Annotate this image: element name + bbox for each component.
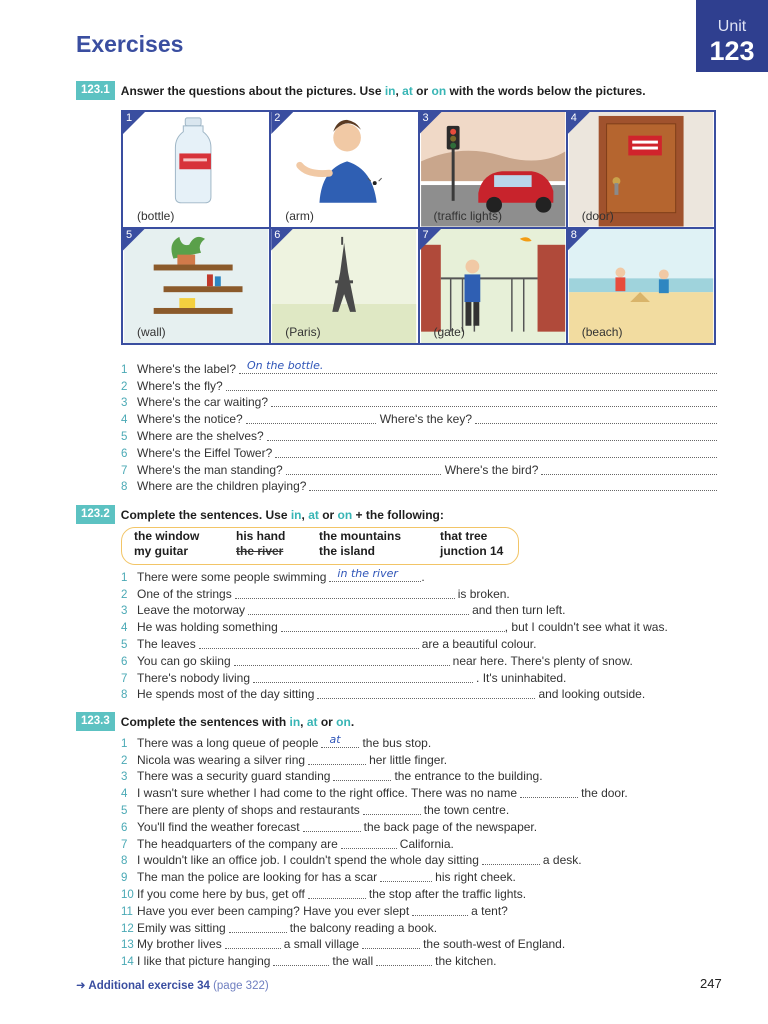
exercise-1-header: [76, 81, 646, 100]
question-row: 4 Where's the notice? Where's the key?: [121, 409, 717, 426]
picture-caption: (beach): [581, 325, 623, 339]
handwritten-answer: at: [329, 732, 341, 746]
picture-caption: (traffic lights): [433, 208, 502, 223]
sentence-row: 11 Have you ever been camping? Have you ever slept a tent?: [121, 903, 508, 918]
unit-number: 123: [709, 36, 755, 66]
exercise-2-questions: [121, 567, 691, 701]
picture-caption: (door): [581, 208, 614, 223]
answer-field[interactable]: [412, 904, 468, 916]
answer-field[interactable]: [321, 732, 359, 748]
answer-field[interactable]: [308, 753, 366, 765]
sentence-row: 10 If you come here by bus, get off the stop after the traffic lights.: [121, 886, 527, 901]
answer-field[interactable]: [273, 954, 329, 966]
word-option: my guitar: [134, 544, 189, 558]
word-option: the mountains: [319, 529, 402, 543]
answer-field[interactable]: [317, 687, 535, 699]
picture-beach: 8 (beach): [568, 229, 714, 344]
additional-exercise-link[interactable]: [76, 978, 269, 992]
picture-caption: (arm): [285, 208, 314, 223]
answer-field[interactable]: [253, 671, 473, 683]
picture-bottle: 1 (bottle): [123, 112, 269, 227]
answer-field[interactable]: [199, 637, 419, 649]
answer-field[interactable]: [341, 837, 397, 849]
answer-field[interactable]: [303, 820, 361, 832]
sentence-row: 5 There are plenty of shops and restaurants the town centre.: [121, 802, 510, 817]
sentence-row: 8 I wouldn't like an office job. I couldn't spend the whole day sitting a desk.: [121, 853, 582, 868]
page-title: Exercises: [76, 31, 184, 57]
sentence-row: 9 The man the police are looking for has a scar his right cheek.: [121, 870, 516, 885]
word-option: the island: [319, 544, 376, 558]
answer-field[interactable]: [520, 786, 578, 798]
picture-traffic-lights: 3 (traffic lights): [420, 112, 566, 227]
page-number: 247: [700, 976, 722, 991]
answer-field[interactable]: [281, 620, 505, 632]
exercise-3-number: 123.3: [76, 712, 115, 731]
answer-field[interactable]: [286, 463, 441, 475]
additional-exercise-text: Additional exercise 34: [88, 980, 210, 992]
answer-field[interactable]: [475, 412, 717, 424]
picture-caption: (Paris): [285, 325, 321, 339]
sentence-row: 5 The leaves are a beautiful colour.: [121, 636, 537, 651]
exercise-3-questions: [121, 733, 711, 968]
answer-field[interactable]: [248, 603, 469, 615]
word-option: that tree: [440, 529, 488, 543]
word-box: [121, 527, 519, 565]
answer-field[interactable]: [376, 954, 432, 966]
unit-label: Unit: [717, 18, 747, 35]
sentence-row: 3 There was a security guard standing the entrance to the building.: [121, 769, 543, 784]
answer-field[interactable]: [275, 446, 717, 458]
answer-field[interactable]: [229, 921, 287, 933]
answer-field[interactable]: [482, 853, 540, 865]
picture-grid: [121, 110, 716, 345]
answer-field[interactable]: [309, 479, 717, 491]
unit-tab: [696, 0, 768, 72]
answer-field[interactable]: [267, 429, 717, 441]
exercise-3-instruction: Complete the sentences with in, at or on.: [120, 714, 355, 729]
sentence-row: 2 Nicola was wearing a silver ring her little finger.: [121, 752, 448, 767]
sentence-row: 2 One of the strings is broken.: [121, 586, 510, 601]
sentence-row: 6 You'll find the weather forecast the back page of the newspaper.: [121, 819, 538, 834]
exercise-1-instruction: Answer the questions about the pictures. Use in, at or on with the words below the pictures.: [120, 83, 646, 98]
sentence-row: 4 I wasn't sure whether I had come to the right office. There was no name the door.: [121, 786, 628, 801]
answer-field[interactable]: [308, 887, 366, 899]
answer-field[interactable]: [363, 803, 421, 815]
sentence-row: 14 I like that picture hanging the wall the kitchen.: [121, 954, 497, 969]
answer-field[interactable]: [362, 937, 420, 949]
answer-field[interactable]: [225, 937, 281, 949]
picture-arm: 2 (arm): [271, 112, 417, 227]
handwritten-answer: in the river: [337, 566, 398, 580]
answer-field[interactable]: [246, 412, 376, 424]
sentence-row: 4 He was holding something , but I couldn't see what it was.: [121, 620, 668, 635]
exercise-2-header: [76, 505, 444, 524]
question-row: 3 Where's the car waiting?: [121, 393, 717, 410]
picture-caption: (wall): [137, 325, 166, 339]
answer-field[interactable]: [226, 379, 717, 391]
sentence-row: 7 There's nobody living . It's uninhabited.: [121, 670, 567, 685]
picture-gate: 7 (gate): [420, 229, 566, 344]
answer-field[interactable]: [333, 769, 391, 781]
question-row: 1 Where's the label? On the bottle.: [121, 359, 717, 376]
sentence-row: 6 You can go skiing near here. There's plenty of snow.: [121, 653, 633, 668]
answer-field[interactable]: [541, 463, 717, 475]
handwritten-answer: On the bottle.: [247, 358, 324, 372]
sentence-row: 12 Emily was sitting the balcony reading a book.: [121, 920, 438, 935]
arrow-right-icon: ➜: [76, 980, 86, 992]
picture-door: 4 (door): [568, 112, 714, 227]
word-option: his hand: [236, 529, 286, 543]
picture-caption: (gate): [433, 325, 465, 339]
picture-caption: (bottle): [137, 208, 175, 223]
answer-field[interactable]: [234, 654, 450, 666]
page-reference: (page 322): [213, 980, 269, 992]
sentence-row: 3 Leave the motorway and then turn left.: [121, 603, 566, 618]
answer-field[interactable]: [271, 395, 717, 407]
answer-field[interactable]: [329, 566, 421, 582]
question-row: 8 Where are the children playing?: [121, 477, 717, 494]
answer-field[interactable]: [239, 358, 717, 374]
sentence-row: 1 There were some people swimming in the river .: [121, 566, 425, 584]
word-option-used: the river: [236, 544, 284, 558]
picture-paris: 6 (Paris): [271, 229, 417, 344]
answer-field[interactable]: [380, 870, 432, 882]
exercise-1-number: 123.1: [76, 81, 115, 100]
exercise-2-instruction: Complete the sentences. Use in, at or on + the following:: [120, 507, 444, 522]
exercise-3-header: [76, 712, 354, 731]
question-row: 6 Where's the Eiffel Tower?: [121, 443, 717, 460]
word-option: the window: [134, 529, 200, 543]
sentence-row: 7 The headquarters of the company are California.: [121, 836, 454, 851]
exercise-2-number: 123.2: [76, 505, 115, 524]
question-row: 5 Where are the shelves?: [121, 426, 717, 443]
word-option: junction 14: [440, 544, 504, 558]
question-row: 7 Where's the man standing? Where's the bird?: [121, 460, 717, 477]
question-row: 2 Where's the fly?: [121, 376, 717, 393]
picture-wall: 5 (wall): [123, 229, 269, 344]
exercise-1-questions: [121, 359, 717, 493]
sentence-row: 1 There was a long queue of people at the bus stop.: [121, 732, 432, 750]
sentence-row: 8 He spends most of the day sitting and looking outside.: [121, 687, 646, 702]
answer-field[interactable]: [235, 587, 455, 599]
sentence-row: 13 My brother lives a small village the south-west of England.: [121, 937, 566, 952]
